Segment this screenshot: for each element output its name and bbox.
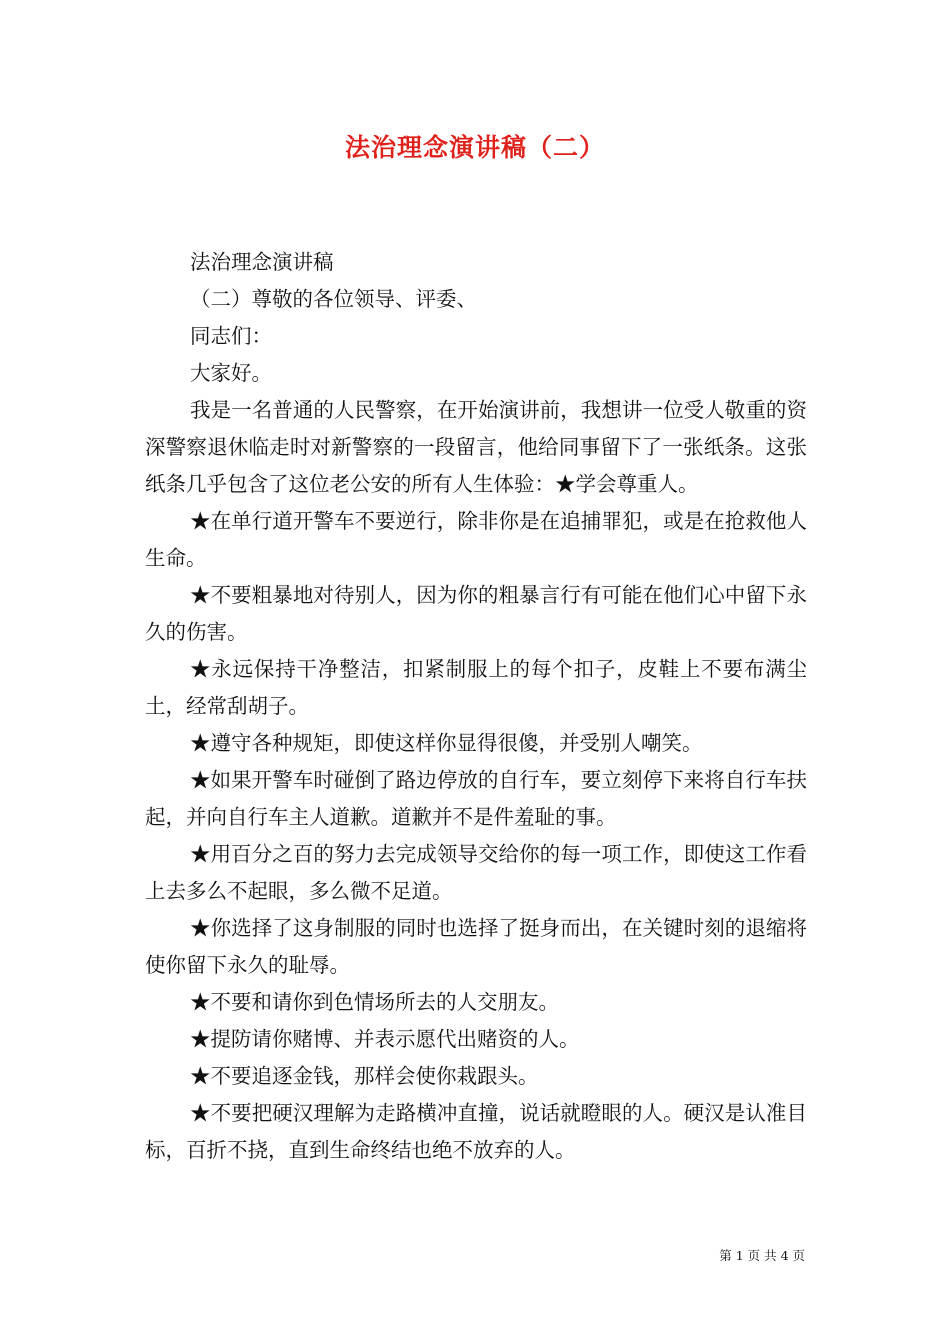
paragraph: ★不要和请你到色情场所去的人交朋友。 xyxy=(190,990,559,1014)
paragraph: ★你选择了这身制服的同时也选择了挺身而出，在关键时刻的退缩将使你留下永久的耻辱。 xyxy=(145,916,807,977)
paragraph: ★用百分之百的努力去完成领导交给你的每一项工作，即使这工作看上去多么不起眼，多么微不足道。 xyxy=(145,842,807,903)
document-body xyxy=(145,244,807,1169)
document-title: 法治理念演讲稿（二） xyxy=(344,133,605,162)
paragraph: ★遵守各种规矩，即使这样你显得很傻，并受别人嘲笑。 xyxy=(190,731,703,755)
paragraph: ★如果开警车时碰倒了路边停放的自行车，要立刻停下来将自行车扶起，并向自行车主人道歉。道歉并不是件羞耻的事。 xyxy=(145,768,807,829)
paragraph: （二）尊敬的各位领导、评委、 xyxy=(190,287,477,311)
paragraph: ★在单行道开警车不要逆行，除非你是在追捕罪犯，或是在抢救他人生命。 xyxy=(145,509,807,570)
page-number-label: 第 1 页 共 4 页 xyxy=(719,1248,805,1263)
paragraph: 法治理念演讲稿 xyxy=(190,250,334,274)
paragraph: 我是一名普通的人民警察，在开始演讲前，我想讲一位受人敬重的资深警察退休临走时对新警察的一段留言，他给同事留下了一张纸条。这张纸条几乎包含了这位老公安的所有人生体验：★学会尊重人。 xyxy=(145,398,807,496)
paragraph: ★不要把硬汉理解为走路横冲直撞，说话就瞪眼的人。硬汉是认准目标，百折不挠，直到生命终结也绝不放弃的人。 xyxy=(145,1101,807,1162)
paragraph: ★永远保持干净整洁，扣紧制服上的每个扣子，皮鞋上不要布满尘土，经常刮胡子。 xyxy=(145,657,807,718)
paragraph: 同志们： xyxy=(190,324,272,348)
paragraph: 大家好。 xyxy=(190,361,272,385)
paragraph: ★提防请你赌博、并表示愿代出赌资的人。 xyxy=(190,1027,580,1051)
paragraph: ★不要粗暴地对待别人，因为你的粗暴言行有可能在他们心中留下永久的伤害。 xyxy=(145,583,807,644)
page-number-footer xyxy=(719,1246,805,1264)
paragraph: ★不要追逐金钱，那样会使你栽跟头。 xyxy=(190,1064,539,1088)
